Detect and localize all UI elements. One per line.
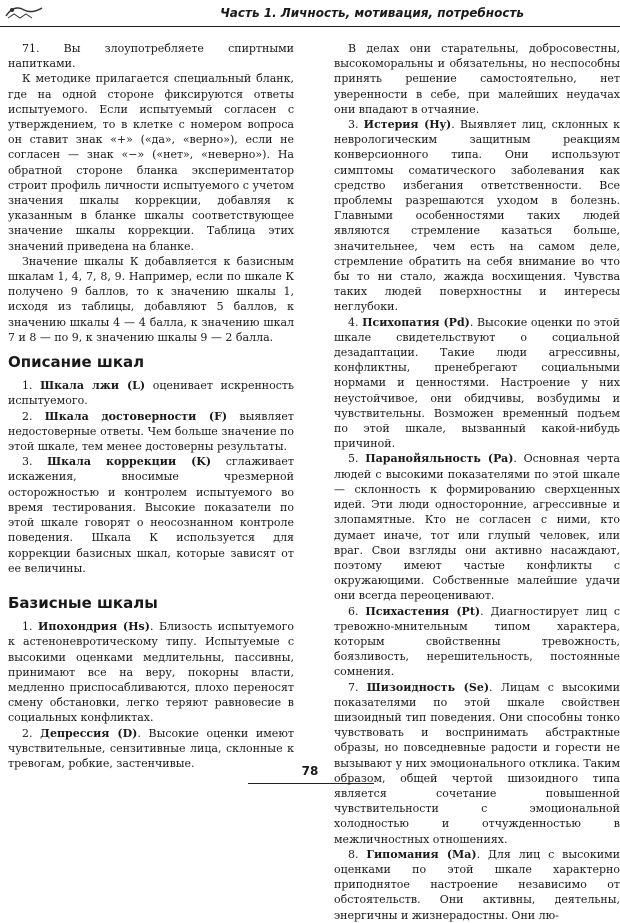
item-number: 3. — [348, 118, 364, 132]
item-title: Шкала коррекции (K) — [47, 455, 212, 469]
item-title: Ипохондрия (Hs) — [38, 620, 150, 634]
scale-item — [334, 315, 620, 452]
paragraph: К методике прилагается специальный бланк, где на одной стороне фиксируются ответы испытуемого. Если испытуемый согласен с утверждением, то в клетке с номером вопроса он ставит знак «+» («да», «верно»), если не согласен — знак «−» («нет», «неверно»). На обратной стороне бланка экспериментатор строит профиль личности испытуемого с учетом значения шкалы коррекции, добавляя к указанным в бланке шкалы соответствующее значение шкалы коррекции. Таблица этих значений приведена на бланке. — [8, 72, 294, 253]
item-number: 2. — [22, 409, 45, 423]
item-number: 1. — [22, 620, 39, 634]
publisher-logo-icon — [4, 2, 44, 22]
item-title: Психопатия (Pd) — [362, 315, 470, 329]
item-title: Истерия (Hy) — [363, 118, 452, 132]
left-column — [8, 41, 294, 771]
item-text: . Лицам с высокими показателями по этой шкале свойствен шизоидный тип поведения. Они способны тонко чувствовать и воспринимать абстрактные образы, но повседневные радости и горести не вызывают у них эмоционального отклика. Таким образом, общей чертой шизоидного типа является сочетание повышенной чувствительности с эмоциональной холодностью и отчужденностью в межличностных отношениях. — [334, 680, 620, 846]
running-head: Часть 1. Личность, мотивация, потребность — [220, 6, 524, 20]
item-text: . Выявляет лиц, склонных к неврологическим защитным реакциям конверсионного типа. Они используют симптомы соматического заболевания как средство избегания ответственности. Все проблемы разрешаются уходом в болезнь. Главными особенностями таких людей являются стремление казаться больше, значительнее, чем есть на самом деле, стремление обратить на себя внимание во что бы то ни стало, жажда восхищения. Чувства таких людей поверхностны и интересы неглубоки. — [334, 118, 620, 314]
item-text: оценивает искренность испытуемого. — [8, 379, 295, 408]
paragraph: Значение шкалы К добавляется к базисным шкалам 1, 4, 7, 8, 9. Например, если по шкале К получено 9 баллов, то к значению шкалы 1, исходя из таблицы, добавляют 5 баллов, к значению шкалы 4 — 4 балла, к значению шкал 7 и 8 — по 9, к значению шкалы 9 — 2 балла. — [8, 254, 294, 344]
footer-rule — [248, 783, 374, 784]
scale-item — [8, 619, 294, 725]
item-title: Паранойяльность (Pa) — [365, 452, 514, 466]
section-heading: Базисные шкалы — [8, 593, 158, 612]
item-number: 6. — [348, 604, 366, 618]
item-number: 3. — [22, 455, 48, 469]
item-text: сглаживает искажения, вносимые чрезмерной осторожностью и контролем испытуемого во время тестирования. Высокие показатели по этой шкале говорят о неосознанном контроле поведения. Шкала К используется для коррекции базисных шкал, которые зависят от ее величины. — [8, 455, 294, 575]
page-header — [0, 0, 620, 27]
paragraph: 71. Вы злоупотребляете спиртными напитками. — [8, 42, 294, 71]
item-text: . Близость испытуемого к астеноневротическому типу. Испытуемые с высокими оценками медлительны, пассивны, принимают все на веру, покорны власти, медленно приспосабливаются, плохо переносят смену обстановки, легко теряют равновесие в социальных конфликтах. — [8, 620, 294, 725]
item-number: 4. — [348, 315, 363, 329]
item-number: 2. — [22, 726, 41, 740]
scale-item — [8, 454, 294, 576]
item-text: . Высокие оценки по этой шкале свидетельствуют о социальной дезадаптации. Такие люди агрессивны, конфликтны, пренебрегают социальными нормами и ценностями. Настроение у них неустойчивое, они обидчивы, возбудимы и чувствительны. Возможен временный подъем по этой шкале, вызванный какой-нибудь причиной. — [334, 315, 620, 451]
scale-item — [8, 409, 294, 455]
item-number: 8. — [348, 847, 367, 861]
item-text: выявляет недостоверные ответы. Чем больше значение по этой шкале, тем менее достоверны результаты. — [8, 409, 294, 454]
item-title: Депрессия (D) — [40, 726, 138, 740]
item-title: Психастения (Pt) — [365, 604, 481, 618]
item-text: . Основная черта людей с высокими показателями по этой шкале — склонность к формированию сверхценных идей. Эти люди односторонние, агрессивные и злопамятные. Кто не согласен с ними, кто думает иначе, тот или глупый человек, или враг. Свои взгляды они активно насаждают, поэтому имеют частые конфликты с окружающими. Собственные малейшие удачи они всегда переоценивают. — [334, 452, 620, 603]
item-number: 1. — [22, 379, 41, 393]
scale-item — [334, 847, 620, 923]
item-title: Шизоидность (Se) — [366, 680, 490, 694]
item-number: 7. — [348, 680, 367, 694]
item-text: . Высокие оценки имеют чувствительные, сензитивные лица, склонные к тревогам, робкие, застенчивые. — [8, 726, 294, 770]
item-text: . Для лиц с высокими оценками по этой шкале характерно приподнятое настроение независимо от обстоятельств. Они активны, деятельны, энергичны и жизнерадостны. Они лю- — [334, 847, 620, 922]
paragraph: В делах они старательны, добросовестны, высокоморальны и обязательны, но неспособны принять решение самостоятельно, нет уверенности в себе, при малейших неудачах они впадают в отчаяние. — [334, 42, 620, 116]
item-title: Гипомания (Ma) — [366, 847, 477, 861]
item-title: Шкала достоверности (F) — [44, 409, 228, 423]
scale-item — [334, 604, 620, 680]
right-column — [334, 41, 620, 923]
scale-item — [8, 378, 294, 408]
item-number: 5. — [348, 452, 366, 466]
section-heading: Описание шкал — [8, 353, 145, 372]
scale-item — [334, 451, 620, 603]
page-number: 78 — [301, 764, 319, 778]
item-title: Шкала лжи (L) — [40, 379, 146, 393]
scale-item — [334, 117, 620, 315]
item-text: . Диагностирует лиц с тревожно-мнительным типом характера, которым свойственны тревожность, боязливость, нерешительность, постоянные сомнения. — [334, 604, 620, 679]
